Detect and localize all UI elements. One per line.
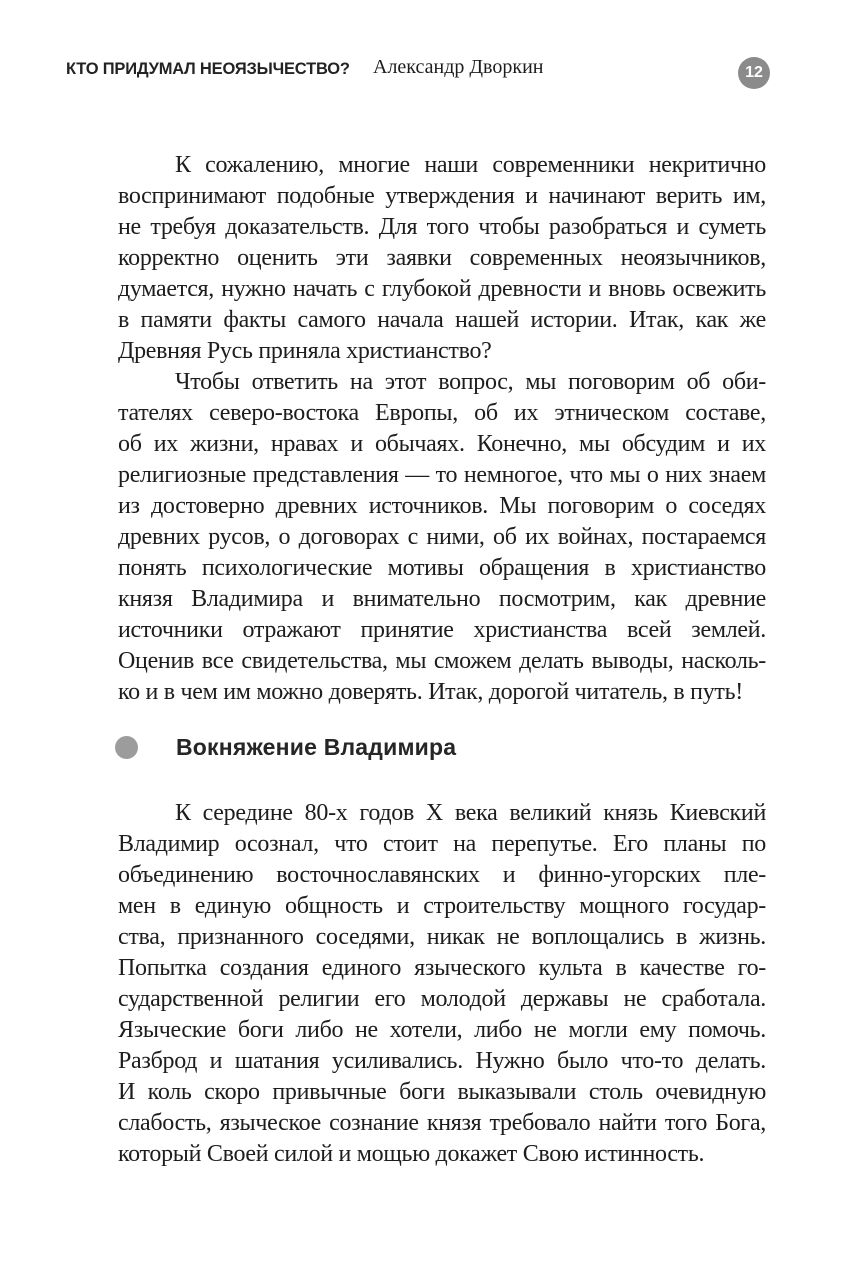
- section-heading: Вокняжение Владимира: [176, 734, 457, 760]
- text-line: К середине 80-х годов X века великий князь Киевский: [175, 800, 766, 826]
- text-line: Оценив все свидетельства, мы сможем делать выводы, насколь-: [118, 648, 766, 674]
- page-number: 12: [745, 64, 763, 81]
- text-line: Попытка создания единого языческого культа в качестве го-: [118, 955, 766, 981]
- text-line: мен в единую общность и строительству мощного государ-: [118, 893, 766, 919]
- paragraph: [118, 367, 766, 708]
- text-line: К сожалению, многие наши современники некритично: [175, 152, 766, 178]
- body-text: [118, 150, 766, 1170]
- running-head: [0, 0, 856, 100]
- text-line: из достоверно древних источников. Мы поговорим о соседях: [118, 493, 766, 519]
- text-line: сударственной религии его молодой державы не сработала.: [118, 986, 766, 1012]
- text-line: Чтобы ответить на этот вопрос, мы поговорим об оби-: [175, 369, 766, 395]
- text-line: ства, признанного соседями, никак не воплощались в жизнь.: [118, 924, 766, 950]
- text-line: слабость, языческое сознание князя требовало найти того Бога,: [118, 1110, 766, 1136]
- section-heading-row: [115, 734, 766, 761]
- text-line: источники отражают принятие христианства всей землей.: [118, 617, 766, 643]
- page-number-badge: [738, 57, 770, 89]
- text-line: тателях северо-востока Европы, об их этническом составе,: [118, 400, 766, 426]
- text-line: объединению восточнославянских и финно-угорских пле-: [118, 862, 766, 888]
- text-line: древних русов, о договорах с ними, об их войнах, постараемся: [118, 524, 766, 550]
- text-line: думается, нужно начать с глубокой древности и вновь освежить: [118, 276, 766, 302]
- text-line: Разброд и шатания усиливались. Нужно было что-то делать.: [118, 1048, 766, 1074]
- text-line: ко и в чем им можно доверять. Итак, дорогой читатель, в путь!: [118, 679, 743, 705]
- text-line: воспринимают подобные утверждения и начинают верить им,: [118, 183, 766, 209]
- text-line: понять психологические мотивы обращения в христианство: [118, 555, 766, 581]
- text-line: корректно оценить эти заявки современных неоязычников,: [118, 245, 766, 271]
- section-bullet-icon: [115, 736, 138, 759]
- text-line: И коль скоро привычные боги выказывали столь очевидную: [118, 1079, 766, 1105]
- text-line: Древняя Русь приняла христианство?: [118, 338, 492, 364]
- text-line: который Своей силой и мощью докажет Свою истинность.: [118, 1141, 705, 1167]
- text-line: князя Владимира и внимательно посмотрим, как древние: [118, 586, 766, 612]
- text-line: Владимир осознал, что стоит на перепутье. Его планы по: [118, 831, 766, 857]
- running-head-title: КТО ПРИДУМАЛ НЕОЯЗЫЧЕСТВО?: [66, 59, 350, 78]
- text-line: Языческие боги либо не хотели, либо не могли ему помочь.: [118, 1017, 766, 1043]
- text-line: религиозные представления — то немногое, что мы о них знаем: [118, 462, 766, 488]
- paragraph: [118, 150, 766, 367]
- text-line: не требуя доказательств. Для того чтобы разобраться и суметь: [118, 214, 766, 240]
- text-line: об их жизни, нравах и обычаях. Конечно, мы обсудим и их: [118, 431, 766, 457]
- running-head-author: Александр Дворкин: [373, 56, 544, 78]
- text-line: в памяти факты самого начала нашей истории. Итак, как же: [118, 307, 766, 333]
- paragraph: [118, 798, 766, 1170]
